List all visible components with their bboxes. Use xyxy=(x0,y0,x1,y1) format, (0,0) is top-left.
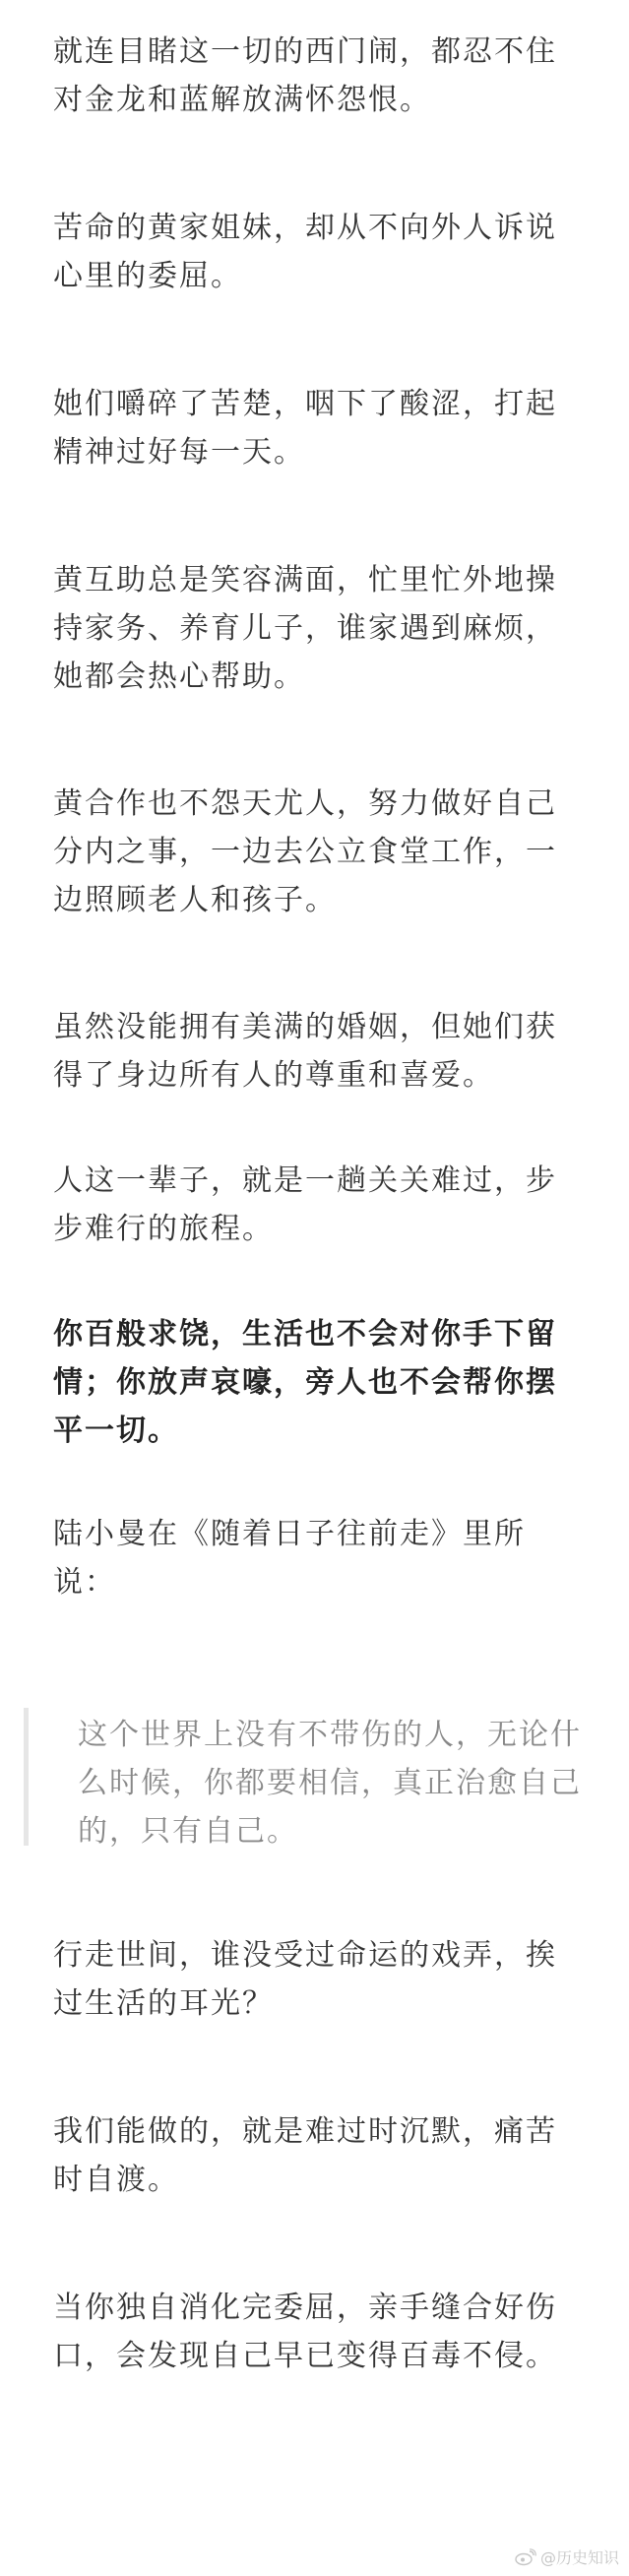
paragraph-8-emphasis: 你百般求饶，生活也不会对你手下留情；你放声哀嚎，旁人也不会帮你摆平一切。 xyxy=(53,1317,557,1448)
paragraph-11: 我们能做的，就是难过时沉默，痛苦时自渡。 xyxy=(53,2114,557,2197)
paragraph-6: 虽然没能拥有美满的婚姻，但她们获得了身边所有人的尊重和喜爱。 xyxy=(53,1010,557,1093)
blockquote-bar xyxy=(24,1708,29,1846)
blockquote-text: 这个世界上没有不带伤的人，无论什么时候，你都要相信，真正治愈自己的，只有自己。 xyxy=(78,1718,582,1849)
paragraph-4: 黄互助总是笑容满面，忙里忙外地操持家务、养育儿子，谁家遇到麻烦，她都会热心帮助。 xyxy=(53,563,557,694)
paragraph-5: 黄合作也不怨天尤人，努力做好自己分内之事，一边去公立食堂工作，一边照顾老人和孩子。 xyxy=(53,786,557,917)
watermark-text: @历史知识 xyxy=(539,2548,619,2567)
watermark xyxy=(515,2545,619,2568)
paragraph-7: 人这一辈子，就是一趟关关难过，步步难行的旅程。 xyxy=(53,1163,557,1246)
paragraph-12: 当你独自消化完委屈，亲手缝合好伤口，会发现自己早已变得百毒不侵。 xyxy=(53,2291,557,2373)
paragraph-1: 就连目睹这一切的西门闹，都忍不住对金龙和蓝解放满怀怨恨。 xyxy=(53,34,557,117)
paragraph-2: 苦命的黄家姐妹，却从不向外人诉说心里的委屈。 xyxy=(53,211,557,293)
paragraph-9: 陆小曼在《随着日子往前走》里所说： xyxy=(53,1517,526,1600)
weibo-icon xyxy=(515,2548,536,2566)
paragraph-10: 行走世间，谁没受过命运的戏弄，挨过生活的耳光？ xyxy=(53,1938,557,2021)
paragraph-3: 她们嚼碎了苦楚，咽下了酸涩，打起精神过好每一天。 xyxy=(53,387,557,470)
